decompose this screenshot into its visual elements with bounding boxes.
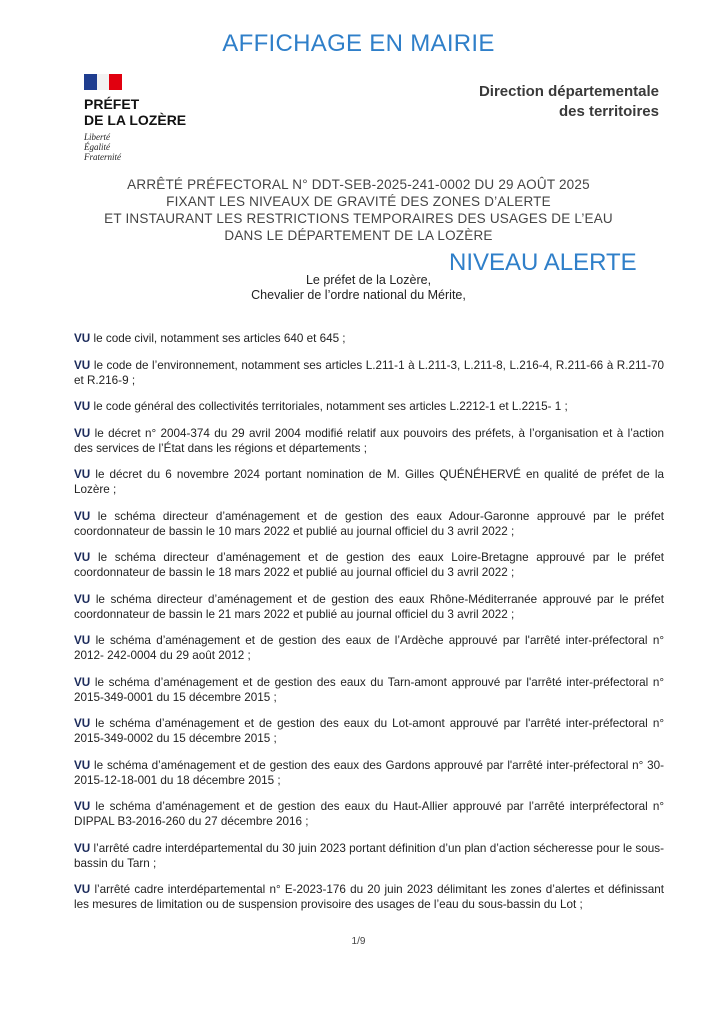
vu-text: l’arrêté cadre interdépartemental n° E-2023-176 du 20 juin 2023 délimitant les zones d’alertes et définissant les mesures de limitation ou de suspension provisoire des usages de l’eau du sous-bassin du Lot ; [74, 883, 664, 911]
vu-text: le schéma d’aménagement et de gestion des eaux du Haut-Allier approuvé par l’arrêté interpréfectoral n° DIPPAL B3-2016-260 du 27 décembre 2016 ; [74, 800, 664, 828]
vu-item [74, 331, 664, 346]
vu-item [74, 633, 664, 663]
vu-prefix: VU [74, 883, 91, 896]
vu-text: le schéma d’aménagement et de gestion des eaux des Gardons approuvé par l'arrêté inter-préfectoral n° 30-2015-12-18-001 du 18 décembre 2015 ; [74, 758, 664, 787]
republic-motto: Liberté Égalité Fraternité [84, 132, 121, 162]
vu-item [74, 399, 664, 414]
vu-item [74, 509, 664, 539]
vu-text: l’arrêté cadre interdépartemental du 30 juin 2023 portant définition d’un plan d’action sécheresse pour le sous-bassin du Tarn ; [74, 841, 664, 870]
vu-text: le schéma d’aménagement et de gestion des eaux du Lot-amont approuvé par l'arrêté inter-préfectoral n° 2015-349-0002 du 15 décembre 2015 ; [74, 717, 664, 745]
vu-text: le schéma directeur d’aménagement et de gestion des eaux Loire-Bretagne approuvé par le préfet coordonnateur de bassin le 18 mars 2022 et publié au journal officiel du 3 avril 2022 ; [74, 551, 665, 579]
vu-prefix: VU [74, 634, 91, 647]
vu-prefix: VU [74, 426, 91, 440]
page-number: 1/9 [351, 936, 366, 947]
marianne-flag-icon [84, 74, 122, 90]
vu-prefix: VU [74, 717, 91, 730]
prefecture-logo [84, 74, 224, 162]
vu-prefix: VU [74, 800, 91, 813]
vu-list [74, 331, 664, 924]
vu-text: le décret du 6 novembre 2024 portant nomination de M. Gilles QUÉNÉHERVÉ en qualité de préfet de la Lozère ; [74, 468, 664, 496]
vu-text: le code de l’environnement, notamment ses articles L.211-1 à L.211-3, L.211-8, L.216-4, R.211-66 à R.211-70 et R.216-9 ; [74, 358, 665, 387]
vu-prefix: VU [74, 841, 91, 855]
prefecture-name: PRÉFET DE LA LOZÈRE [84, 96, 187, 128]
vu-item [74, 467, 664, 497]
vu-item [74, 882, 664, 912]
prefect-signatory: Le préfet de la Lozère, Chevalier de l’ordre national du Mérite, [251, 273, 466, 302]
vu-text: le décret n° 2004-374 du 29 avril 2004 modifié relatif aux pouvoirs des préfets, à l’organisation et à l’action des services de l’État dans les régions et départements ; [74, 426, 664, 455]
vu-prefix: VU [74, 592, 91, 606]
vu-item [74, 358, 664, 388]
vu-item [74, 592, 664, 622]
vu-prefix: VU [74, 758, 91, 772]
vu-text: le code général des collectivités territoriales, notamment ses articles L.2212-1 et L.2215- 1 ; [93, 400, 568, 413]
vu-item [74, 799, 664, 829]
issuing-direction: Direction départementale des territoires [478, 83, 659, 120]
vu-text: le schéma directeur d’aménagement et de gestion des eaux Rhône-Méditerranée approuvé par le préfet coordonnateur de bassin le 21 mars 2022 et publié au journal officiel du 3 avril 2022 ; [74, 592, 665, 621]
vu-prefix: VU [74, 509, 91, 523]
vu-item [74, 841, 664, 871]
vu-text: le schéma d’aménagement et de gestion des eaux du Tarn-amont approuvé par l'arrêté inter-préfectoral n° 2015-349-0001 du 15 décembre 2015 ; [74, 675, 665, 704]
vu-prefix: VU [74, 551, 91, 564]
vu-text: le code civil, notamment ses articles 640 et 645 ; [93, 332, 346, 345]
decree-title: ARRÊTÉ PRÉFECTORAL N° DDT-SEB-2025-241-0002 DU 29 AOÛT 2025 FIXANT LES NIVEAUX DE GRAVITÉ DES ZONES D’ALERTE ET INSTAURANT LES RESTRICTIONS TEMPORAIRES DES USAGES DE L’EAU DANS LE DÉPARTEMENT DE LA LOZÈRE [104, 177, 613, 243]
vu-prefix: VU [74, 400, 91, 413]
vu-item [74, 550, 664, 580]
vu-prefix: VU [74, 358, 91, 372]
vu-item [74, 675, 664, 705]
vu-prefix: VU [74, 332, 91, 345]
vu-item [74, 716, 664, 746]
vu-prefix: VU [74, 468, 91, 481]
alert-level-stamp: NIVEAU ALERTE [449, 249, 637, 276]
vu-prefix: VU [74, 675, 91, 689]
vu-item [74, 426, 664, 456]
vu-item [74, 758, 664, 788]
affichage-stamp: AFFICHAGE EN MAIRIE [222, 30, 495, 57]
vu-text: le schéma directeur d’aménagement et de gestion des eaux Adour-Garonne approuvé par le préfet coordonnateur de bassin le 10 mars 2022 et publié au journal officiel du 3 avril 2022 ; [74, 509, 665, 538]
vu-text: le schéma d’aménagement et de gestion des eaux de l’Ardèche approuvé par l'arrêté inter-préfectoral n° 2012- 242-0004 du 29 août 2012 ; [74, 634, 665, 662]
